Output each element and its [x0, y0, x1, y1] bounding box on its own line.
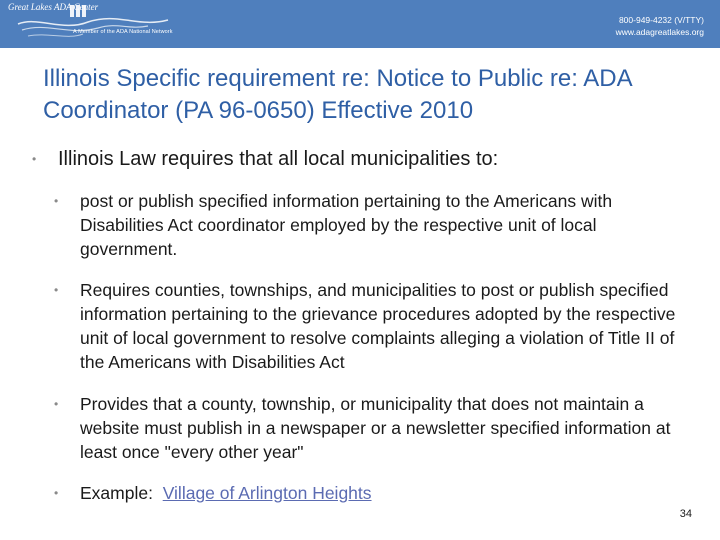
sub-bullet-text: Requires counties, townships, and municipalities to post or publish specified information pertaining to the grievance procedures adopted by the respective unit of local government to resolve complaints alleging a violation of Title II of the Americans with Disabilities Act [80, 280, 676, 372]
slide-title: Illinois Specific requirement re: Notice to Public re: ADA Coordinator (PA 96-0650) Effective 2010 [43, 65, 632, 124]
sub-bullet [54, 392, 692, 464]
example-bullet [54, 481, 692, 505]
bullet-marker: • [54, 396, 59, 411]
bullet-marker: • [32, 152, 37, 166]
example-label: Example: [80, 483, 153, 503]
main-bullet-text: Illinois Law requires that all local municipalities to: [58, 148, 499, 170]
contact-info [616, 14, 704, 38]
example-link[interactable]: Village of Arlington Heights [162, 483, 372, 503]
website-url: www.adagreatlakes.org [615, 27, 704, 37]
logo-tagline: A Member of the ADA National Network [73, 29, 173, 35]
bullet-marker: • [54, 193, 59, 208]
sub-bullet-text: Provides that a county, township, or municipality that does not maintain a website must publish in a newspaper or a newsletter specified information at least once "every other year" [80, 393, 671, 462]
page-number: 34 [679, 508, 692, 520]
sub-bullet [54, 189, 692, 261]
sub-bullet-text: post or publish specified information pertaining to the Americans with Disabilities Act coordinator employed by the respective unit of local government. [80, 190, 613, 259]
header-banner [0, 0, 720, 48]
sub-bullet [54, 278, 692, 374]
bullet-marker: • [54, 486, 59, 500]
logo-wordmark: Great Lakes ADA Center [8, 2, 99, 12]
bullet-marker: • [54, 283, 59, 297]
slide-content [32, 147, 692, 505]
main-bullet [32, 147, 692, 171]
phone-number: 800-949-4232 (V/TTY) [618, 15, 704, 25]
